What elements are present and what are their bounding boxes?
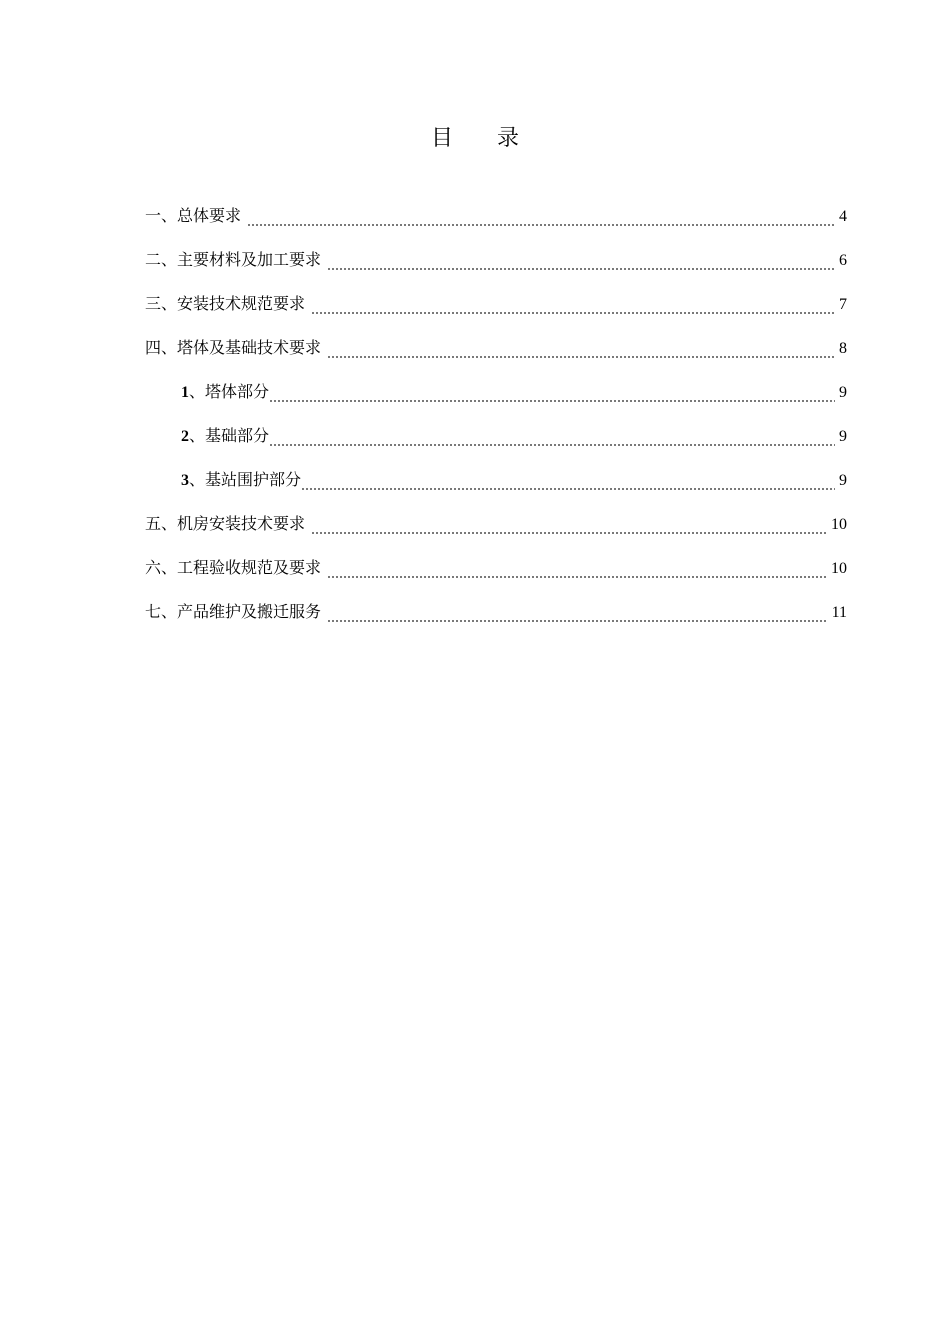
toc-dot-leader [327, 336, 835, 362]
toc-dot-leader [269, 424, 835, 450]
toc-entry-label: 一、总体要求 [145, 208, 242, 225]
toc-entry-machine-room[interactable] [145, 494, 847, 538]
toc-heading [0, 120, 950, 156]
toc-entry-text: 、基础部分 [189, 428, 270, 445]
toc-entry-acceptance-specs[interactable] [145, 538, 847, 582]
toc-entry-page-number: 6 [839, 252, 847, 269]
toc-entry-label: 六、工程验收规范及要求 [145, 560, 322, 577]
toc-entry-page-number: 9 [839, 472, 847, 489]
toc-entry-installation-specs[interactable] [145, 274, 847, 318]
toc-entry-number: 2 [181, 428, 189, 445]
toc-entry-label [181, 424, 269, 450]
toc-entry-label [181, 468, 301, 494]
toc-dot-leader [311, 292, 835, 318]
toc-entry-number: 3 [181, 472, 189, 489]
toc-dot-leader [327, 248, 835, 274]
toc-dot-leader [311, 512, 827, 538]
toc-entry-maintenance-relocation[interactable] [145, 582, 847, 626]
toc-dot-leader [301, 468, 835, 494]
toc-subentry-foundation[interactable] [145, 406, 847, 450]
toc-heading-char-2: 录 [497, 125, 520, 150]
toc-entry-text: 、基站围护部分 [189, 472, 302, 489]
toc-subentry-station-enclosure[interactable] [145, 450, 847, 494]
table-of-contents [145, 186, 847, 626]
toc-dot-leader [327, 600, 828, 626]
toc-entry-page-number: 10 [831, 516, 847, 533]
toc-entry-label: 七、产品维护及搬迁服务 [145, 604, 322, 621]
toc-entry-label: 四、塔体及基础技术要求 [145, 340, 322, 357]
toc-dot-leader [247, 204, 835, 230]
toc-entry-general-requirements[interactable] [145, 186, 847, 230]
toc-entry-page-number: 9 [839, 384, 847, 401]
toc-entry-label: 五、机房安装技术要求 [145, 516, 306, 533]
toc-entry-text: 、塔体部分 [189, 384, 270, 401]
toc-entry-materials-processing[interactable] [145, 230, 847, 274]
toc-entry-label: 三、安装技术规范要求 [145, 296, 306, 313]
toc-entry-page-number: 10 [831, 560, 847, 577]
toc-entry-tower-foundation[interactable] [145, 318, 847, 362]
toc-heading-char-1: 目 [430, 125, 453, 150]
toc-entry-page-number: 8 [839, 340, 847, 357]
toc-entry-page-number: 11 [831, 604, 847, 621]
toc-subentry-tower-body[interactable] [145, 362, 847, 406]
toc-entry-page-number: 9 [839, 428, 847, 445]
toc-entry-label: 二、主要材料及加工要求 [145, 252, 322, 269]
toc-dot-leader [269, 380, 835, 406]
toc-entry-number: 1 [181, 384, 189, 401]
toc-entry-page-number: 4 [839, 208, 847, 225]
toc-entry-page-number: 7 [839, 296, 847, 313]
toc-dot-leader [327, 556, 827, 582]
toc-entry-label [181, 380, 269, 406]
